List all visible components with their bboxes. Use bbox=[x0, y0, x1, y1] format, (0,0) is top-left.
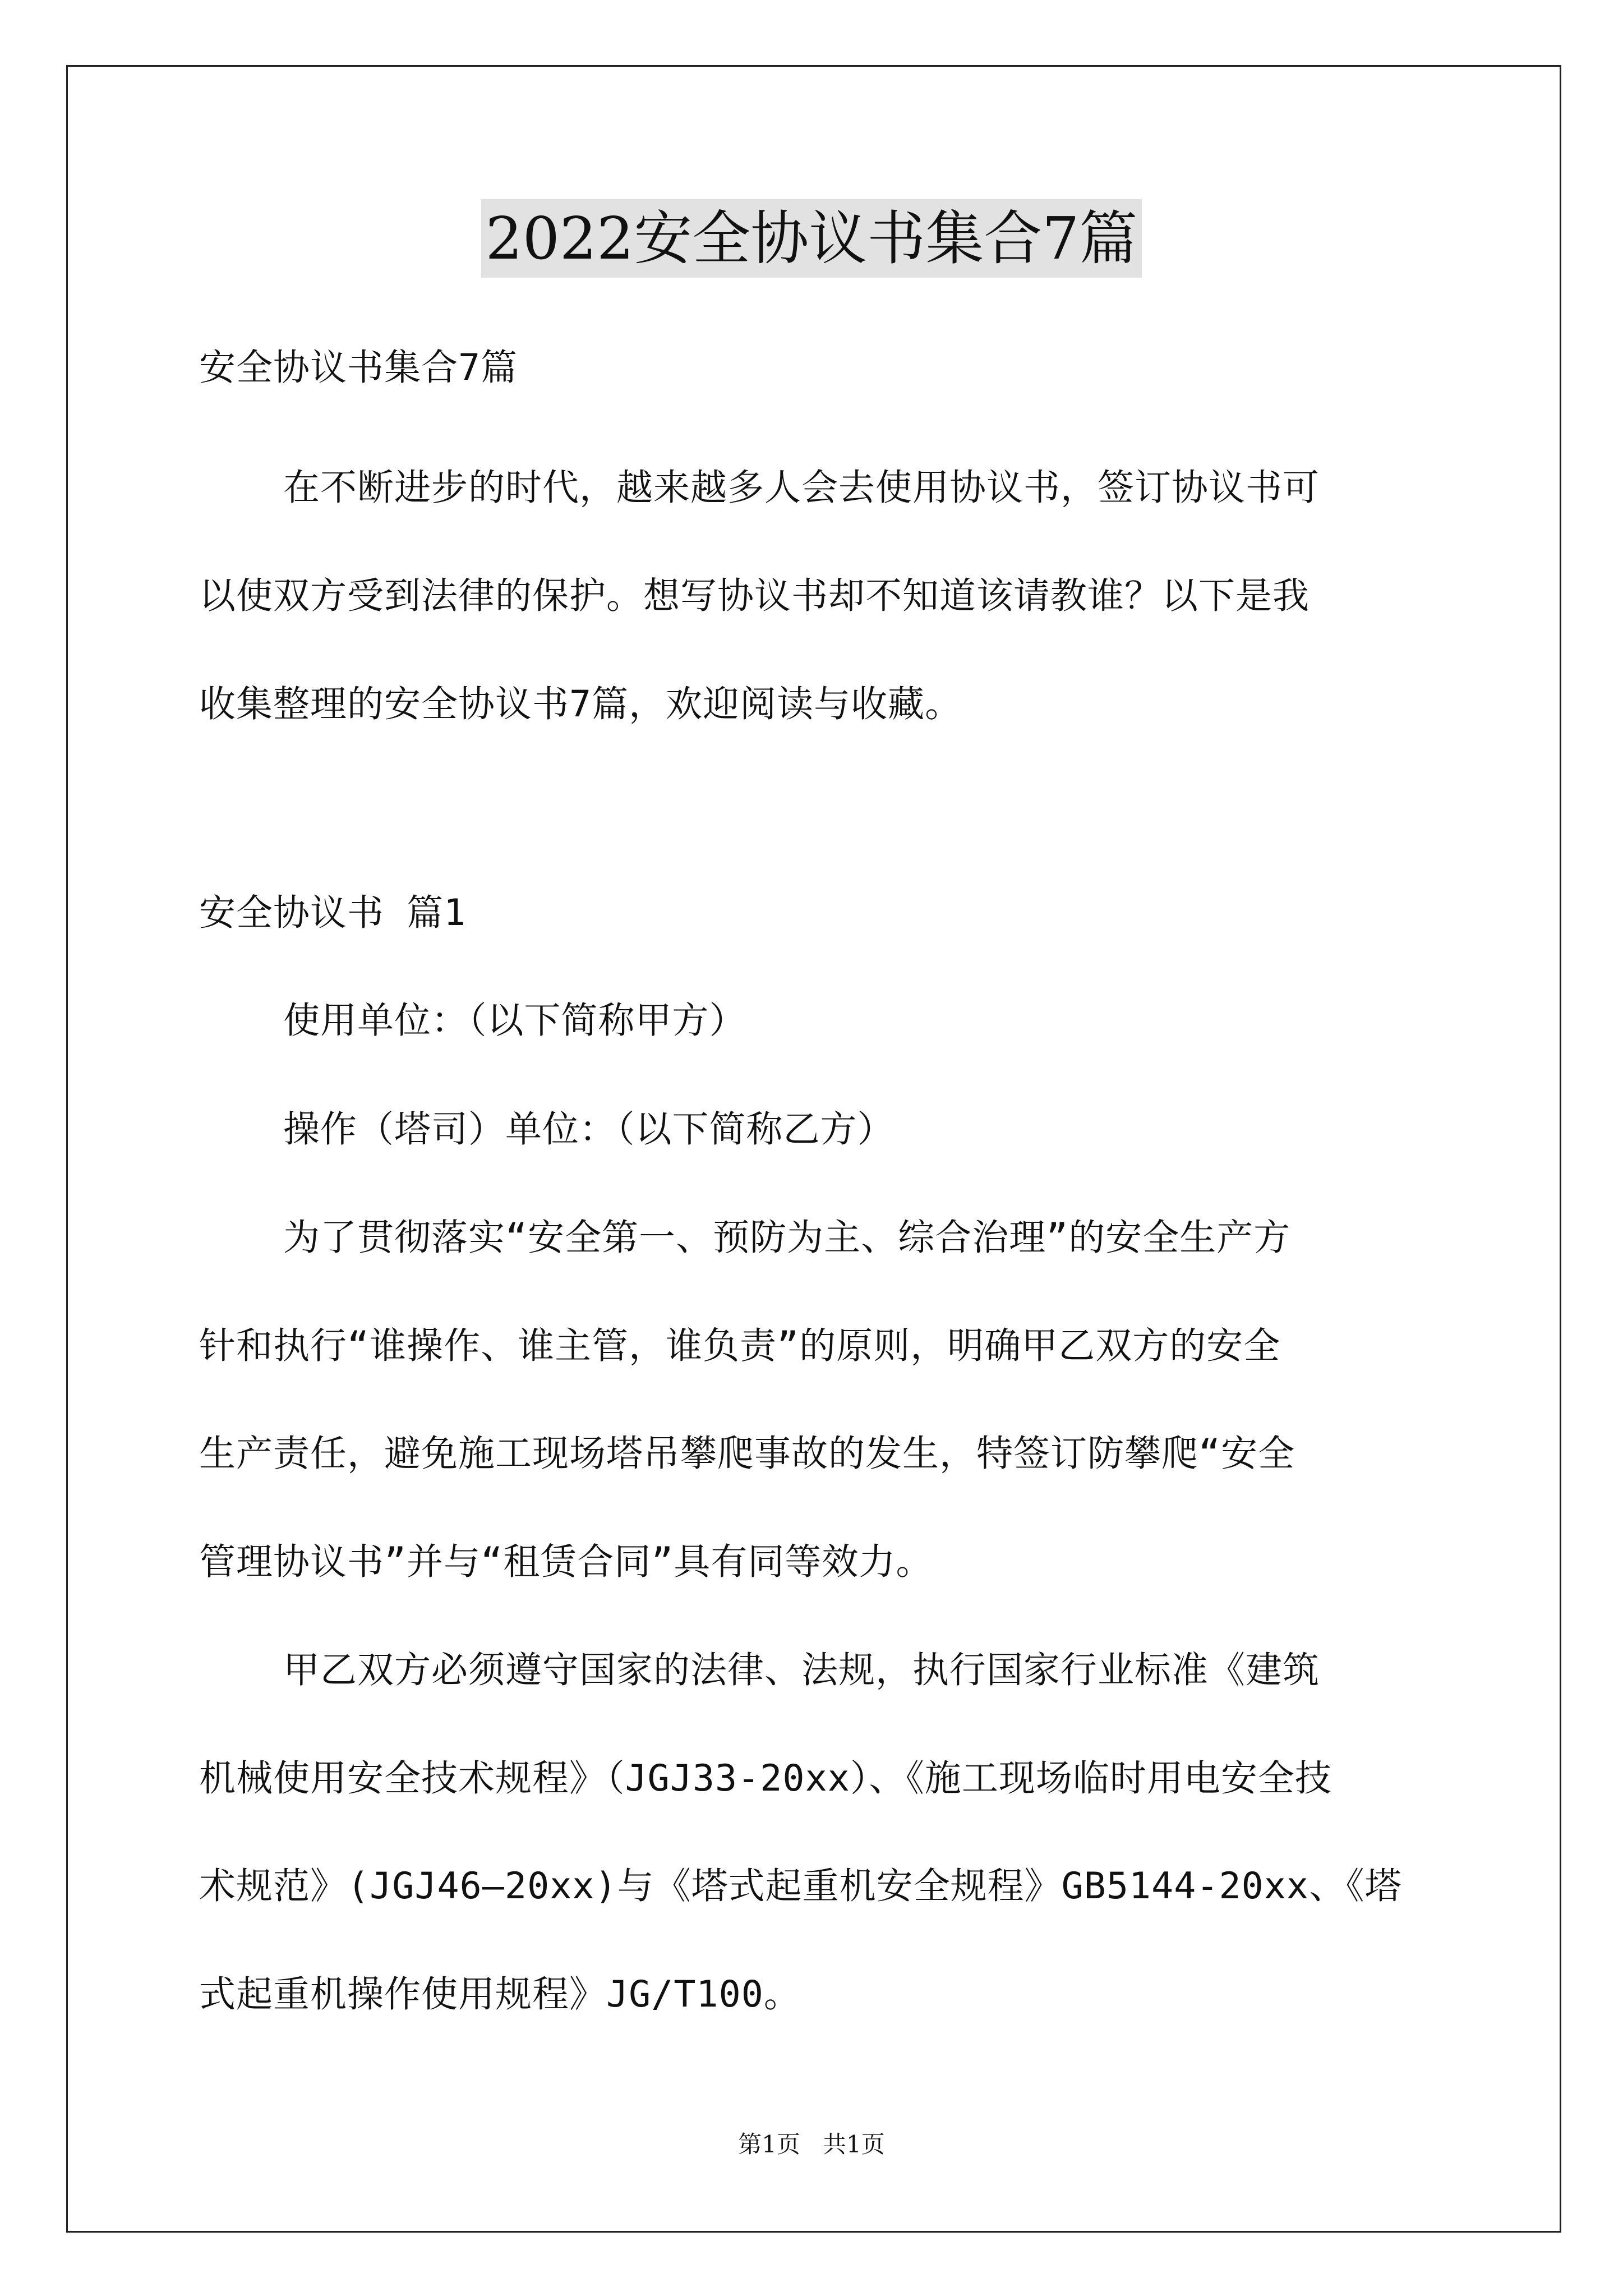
page-footer: 第1页 共1页 bbox=[738, 2131, 885, 2158]
paragraph-line: 为了贯彻落实“安全第一、预防为主、综合治理”的安全生产方 bbox=[283, 1217, 1291, 1259]
paragraph-line: 生产责任，避免施工现场塔吊攀爬事故的发生，特签订防攀爬“安全 bbox=[199, 1433, 1295, 1475]
subtitle-line: 安全协议书集合7篇 bbox=[199, 347, 518, 389]
intro-line-2: 以使双方受到法律的保护。想写协议书却不知道该请教谁？以下是我 bbox=[199, 575, 1310, 617]
section-heading: 安全协议书 篇1 bbox=[199, 892, 467, 934]
paragraph-line: 机械使用安全技术规程》（JGJ33-20xx）、《施工现场临时用电安全技 bbox=[199, 1757, 1332, 1800]
document-title-wrap bbox=[0, 199, 1623, 278]
intro-line-1: 在不断进步的时代，越来越多人会去使用协议书，签订协议书可 bbox=[283, 467, 1320, 509]
paragraph-line: 术规范》(JGJ46—20xx)与《塔式起重机安全规程》GB5144-20xx、《塔 bbox=[199, 1865, 1402, 1907]
party-a-line: 使用单位：（以下简称甲方） bbox=[283, 1000, 746, 1042]
party-b-line: 操作（塔司）单位：（以下简称乙方） bbox=[283, 1108, 895, 1151]
paragraph-line: 甲乙双方必须遵守国家的法律、法规，执行国家行业标准《建筑 bbox=[283, 1649, 1320, 1691]
paragraph-line: 管理协议书”并与“租赁合同”具有同等效力。 bbox=[199, 1541, 933, 1583]
document-title: 2022安全协议书集合7篇 bbox=[481, 199, 1142, 278]
paragraph-line: 针和执行“谁操作、谁主管，谁负责”的原则，明确甲乙双方的安全 bbox=[199, 1325, 1281, 1367]
intro-line-3: 收集整理的安全协议书7篇，欢迎阅读与收藏。 bbox=[199, 683, 962, 725]
paragraph-line: 式起重机操作使用规程》JG/T100。 bbox=[199, 1973, 801, 2016]
